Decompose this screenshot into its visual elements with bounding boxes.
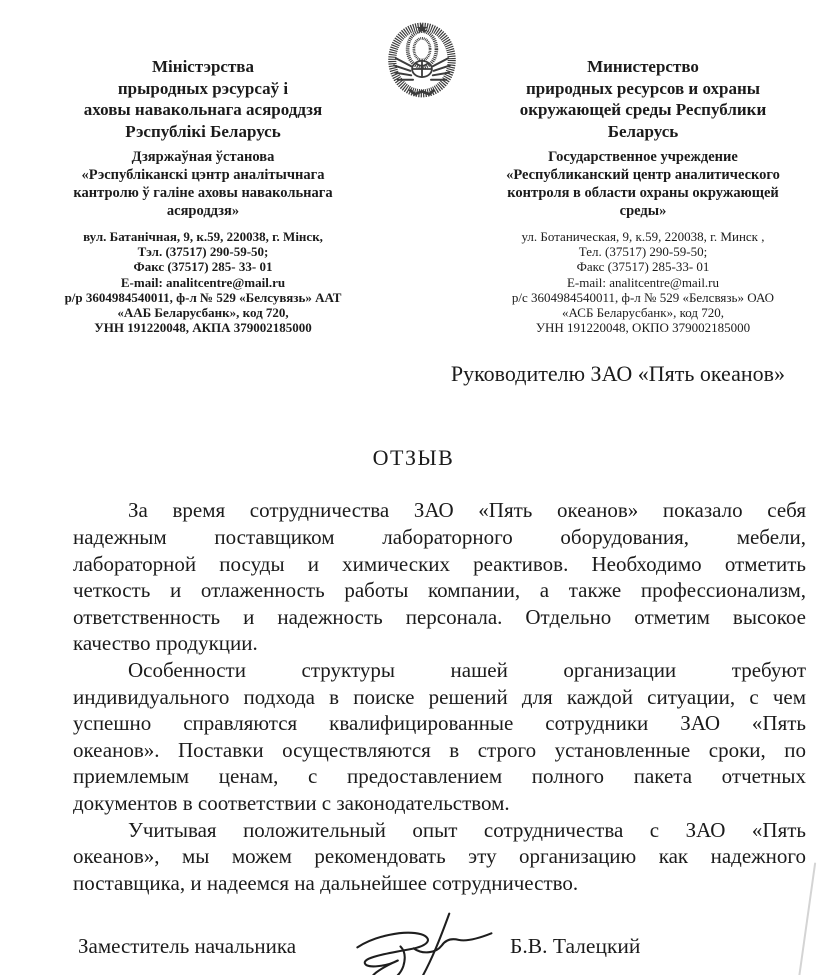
address-block-ru: ул. Ботаническая, 9, к.59, 220038, г. Минск , Тел. (37517) 290-59-50; Факс (37517) 285-33- 01 E-mail: analitcentre@mail.ru р/с 3604984540011, ф-л № 529 «Белсвязь» ОАО «АСБ Беларусбанк», код 720, УНН 191220048, ОКПО 379002185000 (511, 229, 775, 336)
letterhead (0, 0, 827, 335)
body-line: приемлемым ценам, с предоставлением полного пакета отчетных (73, 764, 806, 789)
body-line: океанов». Поставки осуществляются в строго установленные сроки, по (73, 737, 806, 762)
belarus-coat-of-arms-icon (386, 20, 458, 100)
ministry-name-ru: Министерство природных ресурсов и охраны окружающей среды Республики Беларусь (519, 57, 767, 141)
paragraph-2 (73, 657, 806, 817)
institution-name-ru: Государственное учреждение «Республиканский центр аналитического контроля в области охраны окружающей среды» (506, 149, 780, 219)
body-line: документов в соответствии с законодательством. (73, 790, 510, 815)
signature-block (78, 904, 827, 975)
handwritten-signature (348, 904, 498, 975)
letterhead-right-russian (495, 18, 791, 335)
body-line: Учитывая положительный опыт сотрудничества с ЗАО «Пять (128, 817, 806, 842)
body-line: надежным поставщиком лабораторного оборудования, мебели, (73, 525, 806, 550)
body-line: Особенности структуры нашей организации требуют (128, 657, 806, 682)
body-line: индивидуального подхода в поиске решений для каждой ситуации, с чем (73, 684, 806, 709)
document-title: ОТЗЫВ (372, 445, 455, 471)
body-line: качество продукции. (73, 631, 258, 656)
address-block-be: вул. Батанічная, 9, к.59, 220038, г. Мінск, Тэл. (37517) 290-59-50; Факс (37517) 285- 33- 01 E-mail: analitcentre@mail.ru р/р 3604984540011, ф-л № 529 «Белсувязь» ААТ «ААБ Беларусбанк», код 720, УНН 191220048, АКПА 379002185000 (64, 229, 342, 336)
letterhead-left-belarusian (57, 18, 349, 335)
body-line: ответственность и надежность персонала. Отдельно отметим высокое (73, 604, 806, 629)
paragraph-1 (73, 497, 806, 657)
body-line: успешно справляются квалифицированные сотрудники ЗАО «Пять (73, 711, 806, 736)
signer-name: Б.В. Талецкий (510, 933, 641, 958)
emblem-column (349, 18, 495, 335)
ministry-name-be: Міністэрства прыродных рэсурсаў і аховы навакольнага асяроддзя Рэспублікі Беларусь (83, 57, 323, 141)
letter-body (73, 497, 806, 896)
institution-name-be: Дзяржаўная ўстанова «Рэспубліканскі цэнтр аналітычнага кантролю ў галіне аховы навакольнага асяроддзя» (73, 149, 333, 219)
addressee-line: Руководителю ЗАО «Пять океанов» (450, 361, 785, 387)
signer-position: Заместитель начальника (78, 933, 297, 958)
body-line: четкость и отлаженность работы компании, а также профессионализм, (73, 578, 806, 603)
body-line: океанов», мы можем рекомендовать эту организацию как надежного (73, 844, 806, 869)
body-line: поставщика, и надеемся на дальнейшее сотрудничество. (73, 870, 579, 895)
paragraph-3 (73, 817, 806, 897)
body-line: За время сотрудничества ЗАО «Пять океанов» показало себя (128, 498, 806, 523)
body-line: лабораторной посуды и химических реактивов. Необходимо отметить (73, 551, 806, 576)
